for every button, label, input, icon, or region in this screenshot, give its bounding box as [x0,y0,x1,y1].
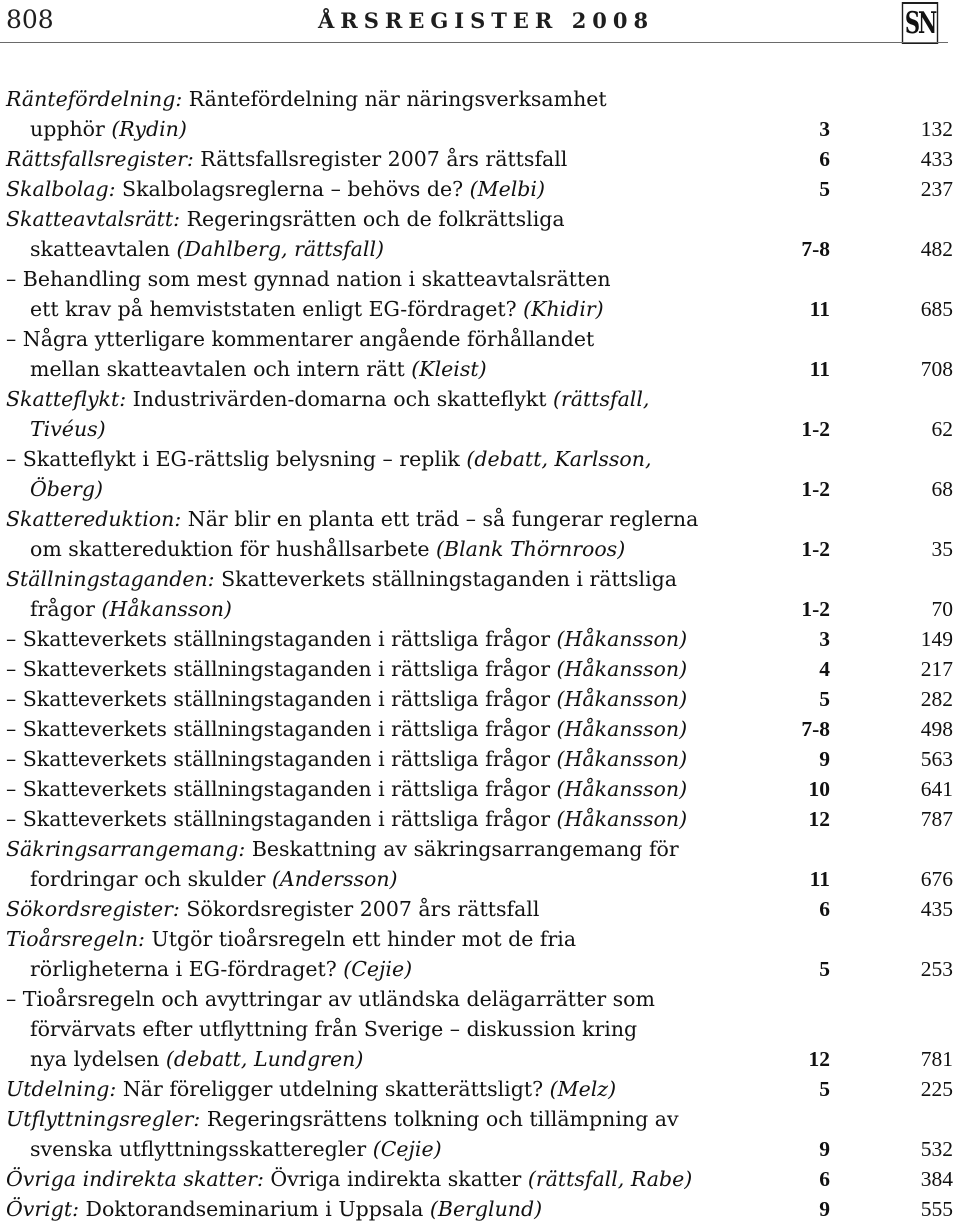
index-entry [0,1104,960,1134]
issue-number: 9 [819,1197,830,1221]
entry-text-segment: Beskattning av säkringsarrangemang för [245,837,679,861]
issue-number: 3 [819,117,830,141]
index-entry-continuation [0,234,960,264]
issue-number: 6 [819,897,830,921]
entry-text-segment: – Några ytterligare kommentarer angående förhållandet [6,327,595,351]
entry-text [6,924,576,954]
page-reference: 708 [920,357,953,381]
issue-number: 7-8 [801,237,830,261]
issue-number: 6 [819,1167,830,1191]
entry-text [30,234,384,264]
page-reference: 225 [920,1077,953,1101]
index-entry [0,144,960,174]
entry-italic-segment: (Håkansson) [556,627,688,651]
entry-italic-segment: (Melz) [549,1077,617,1101]
entry-text-segment: fordringar och skulder [30,867,272,891]
entry-italic-segment: (Melbi) [469,177,545,201]
entry-text-segment: frågor [30,597,102,621]
entry-text [6,834,679,864]
page-reference: 132 [920,117,953,141]
page-reference: 68 [931,477,953,501]
entry-text-segment: nya lydelsen [30,1047,166,1071]
entry-text-segment: förvärvats efter utflyttning från Sverige – diskussion kring [30,1017,638,1041]
entry-text-segment: – Tioårsregeln och avyttringar av utländska delägarrätter som [6,987,655,1011]
entry-italic-segment: (rättsfall, Rabe) [527,1167,693,1191]
issue-number: 1-2 [801,477,830,501]
entry-text [6,774,687,804]
issue-number: 9 [819,747,830,771]
entry-text [6,714,687,744]
entry-text [6,1104,679,1134]
index-entry [0,924,960,954]
index-entry [0,834,960,864]
index-entry [0,1074,960,1104]
issue-number: 3 [819,627,830,651]
entry-italic-segment: (Håkansson) [556,717,688,741]
entry-text [6,1164,692,1194]
entry-italic-segment: Övrigt: [6,1197,80,1221]
index-entries [0,84,960,1224]
entry-text [6,654,687,684]
entry-italic-segment: Sökordsregister: [6,897,180,921]
page-number: 808 [6,5,54,34]
issue-number: 5 [819,177,830,201]
entry-italic-segment: (Dahlberg, rättsfall) [176,237,385,261]
entry-text-segment: svenska utflyttningsskatteregler [30,1137,373,1161]
page-reference: 787 [920,807,953,831]
entry-italic-segment: Skattereduktion: [6,507,182,531]
issue-number: 12 [808,1047,830,1071]
entry-italic-segment: (Håkansson) [556,687,688,711]
issue-number: 1-2 [801,597,830,621]
issue-number: 4 [819,657,830,681]
entry-text [6,684,687,714]
entry-text-segment: – Skatteverkets ställningstaganden i rättsliga frågor [6,717,557,741]
entry-italic-segment: (Håkansson) [556,807,688,831]
entry-italic-segment: (Håkansson) [556,747,688,771]
entry-text-segment: – Skatteflykt i EG-rättslig belysning – replik [6,447,467,471]
entry-italic-segment: Rättsfallsregister: [6,147,194,171]
index-entry-continuation [0,1014,960,1044]
index-entry-continuation [0,864,960,894]
entry-text [6,804,687,834]
entry-text [6,144,567,174]
page-reference: 253 [920,957,953,981]
entry-text-segment: – Skatteverkets ställningstaganden i rättsliga frågor [6,747,557,771]
index-entry [0,504,960,534]
page-reference: 237 [920,177,953,201]
entry-text-segment: Övriga indirekta skatter [263,1167,528,1191]
issue-number: 1-2 [801,537,830,561]
entry-italic-segment: Ställningstaganden: [6,567,215,591]
index-entry [0,174,960,204]
entry-text-segment: ett krav på hemviststaten enligt EG-fördraget? [30,297,524,321]
entry-text-segment: När föreligger utdelning skatterättsligt? [116,1077,550,1101]
page-reference: 282 [920,687,953,711]
entry-italic-segment: Skalbolag: [6,177,116,201]
entry-text [30,114,187,144]
page-reference: 482 [920,237,953,261]
index-entry [0,624,960,654]
page-reference: 384 [920,1167,953,1191]
entry-italic-segment: Skatteflykt: [6,387,127,411]
entry-text [30,1044,363,1074]
entry-text [6,504,698,534]
entry-text-segment: – Skatteverkets ställningstaganden i rättsliga frågor [6,807,557,831]
issue-number: 6 [819,147,830,171]
page-reference: 685 [920,297,953,321]
issue-number: 1-2 [801,417,830,441]
entry-text [30,594,232,624]
index-entry-continuation [0,1134,960,1164]
index-entry-continuation [0,594,960,624]
index-entry [0,204,960,234]
entry-text-segment: Utgör tioårsregeln ett hinder mot de fria [144,927,577,951]
entry-italic-segment: (debatt, Lundgren) [165,1047,364,1071]
entry-text [30,1134,442,1164]
index-entry [0,774,960,804]
entry-text [6,894,539,924]
issue-number: 5 [819,687,830,711]
page-reference: 70 [931,597,953,621]
entry-italic-segment: (Khidir) [523,297,604,321]
index-entry [0,264,960,294]
index-entry [0,894,960,924]
entry-italic-segment: (Andersson) [271,867,398,891]
page-reference: 555 [920,1197,953,1221]
entry-text-segment: – Skatteverkets ställningstaganden i rättsliga frågor [6,687,557,711]
entry-text [30,534,625,564]
entry-text [6,984,655,1014]
entry-italic-segment: (Kleist) [411,357,487,381]
page-reference: 676 [920,867,953,891]
journal-logo: SN [902,2,938,44]
index-entry [0,444,960,474]
entry-text [30,954,412,984]
page-reference: 498 [920,717,953,741]
index-entry [0,984,960,1014]
index-entry [0,1194,960,1224]
issue-number: 9 [819,1137,830,1161]
entry-italic-segment: Säkringsarrangemang: [6,837,246,861]
issue-number: 11 [809,867,830,891]
index-entry [0,684,960,714]
entry-text [6,744,687,774]
entry-text [30,1014,637,1044]
entry-text [6,174,545,204]
entry-text-segment: rörligheterna i EG-fördraget? [30,957,344,981]
entry-text-segment: upphör [30,117,112,141]
entry-text [6,204,565,234]
entry-text [6,324,594,354]
entry-text-segment: skatteavtalen [30,237,177,261]
entry-text-segment: Rättsfallsregister 2007 års rättsfall [193,147,568,171]
entry-text [6,624,687,654]
entry-italic-segment: (rättsfall, [552,387,650,411]
entry-italic-segment: (Blank Thörnroos) [436,537,626,561]
entry-text-segment: När blir en planta ett träd – så fungerar reglerna [181,507,699,531]
entry-italic-segment: Tioårsregeln: [6,927,145,951]
index-entry [0,84,960,114]
entry-text [30,414,106,444]
entry-text [30,354,487,384]
issue-number: 7-8 [801,717,830,741]
entry-text [30,474,103,504]
entry-text-segment: – Skatteverkets ställningstaganden i rättsliga frågor [6,627,557,651]
index-entry [0,564,960,594]
index-entry [0,324,960,354]
entry-text-segment: mellan skatteavtalen och intern rätt [30,357,412,381]
issue-number: 12 [808,807,830,831]
page-reference: 217 [920,657,953,681]
entry-text-segment: om skattereduktion för hushållsarbete [30,537,436,561]
entry-text-segment: – Skatteverkets ställningstaganden i rättsliga frågor [6,777,557,801]
entry-text [6,264,611,294]
entry-italic-segment: (Håkansson) [101,597,232,621]
index-entry [0,744,960,774]
page-reference: 563 [920,747,953,771]
index-entry [0,384,960,414]
index-entry [0,654,960,684]
entry-text-segment: Skalbolagsreglerna – behövs de? [115,177,470,201]
entry-text [6,1074,616,1104]
index-entry-continuation [0,354,960,384]
entry-text-segment: Regeringsrättens tolkning och tillämpning av [200,1107,679,1131]
index-entry-continuation [0,474,960,504]
entry-text-segment: Regeringsrätten och de folkrättsliga [180,207,565,231]
entry-text [6,84,607,114]
entry-italic-segment: Tivéus) [30,417,106,441]
entry-italic-segment: (Rydin) [111,117,187,141]
page-reference: 532 [920,1137,953,1161]
page-reference: 35 [931,537,953,561]
entry-italic-segment: (Håkansson) [556,657,688,681]
entry-italic-segment: (Håkansson) [556,777,688,801]
entry-text [6,384,649,414]
entry-text [30,864,398,894]
issue-number: 5 [819,1077,830,1101]
entry-text-segment: Doktorandseminarium i Uppsala [79,1197,430,1221]
entry-italic-segment: Övriga indirekta skatter: [6,1167,264,1191]
index-entry-continuation [0,954,960,984]
page-reference: 62 [931,417,953,441]
entry-italic-segment: (Cejie) [372,1137,442,1161]
entry-text-segment: – Behandling som mest gynnad nation i skatteavtalsrätten [6,267,611,291]
index-entry-continuation [0,114,960,144]
page-reference: 641 [920,777,953,801]
issue-number: 11 [809,297,830,321]
entry-text [30,294,604,324]
entry-italic-segment: Öberg) [30,477,103,501]
entry-text-segment: Sökordsregister 2007 års rättsfall [179,897,540,921]
index-entry [0,714,960,744]
entry-text-segment: Skatteverkets ställningstaganden i rättsliga [214,567,677,591]
page-header [0,0,960,52]
entry-italic-segment: (debatt, Karlsson, [466,447,652,471]
entry-italic-segment: Utdelning: [6,1077,117,1101]
entry-text [6,564,677,594]
header-rule [0,42,948,43]
index-entry-continuation [0,294,960,324]
entry-italic-segment: Räntefördelning: [6,87,183,111]
entry-text [6,444,651,474]
entry-text-segment: Industrivärden-domarna och skatteflykt [126,387,553,411]
entry-text-segment: – Skatteverkets ställningstaganden i rättsliga frågor [6,657,557,681]
entry-text-segment: Räntefördelning när näringsverksamhet [182,87,607,111]
issue-number: 10 [808,777,830,801]
issue-number: 5 [819,957,830,981]
entry-italic-segment: Utflyttningsregler: [6,1107,201,1131]
issue-number: 11 [809,357,830,381]
entry-italic-segment: Skatteavtalsrätt: [6,207,181,231]
running-title: ÅRSREGISTER 2008 [318,8,655,33]
page-reference: 781 [920,1047,953,1071]
entry-text [6,1194,542,1224]
page-reference: 435 [920,897,953,921]
index-entry-continuation [0,1044,960,1074]
index-entry [0,1164,960,1194]
page-reference: 149 [920,627,953,651]
page-reference: 433 [920,147,953,171]
index-entry-continuation [0,414,960,444]
index-entry-continuation [0,534,960,564]
entry-italic-segment: (Berglund) [429,1197,543,1221]
entry-italic-segment: (Cejie) [343,957,413,981]
index-entry [0,804,960,834]
